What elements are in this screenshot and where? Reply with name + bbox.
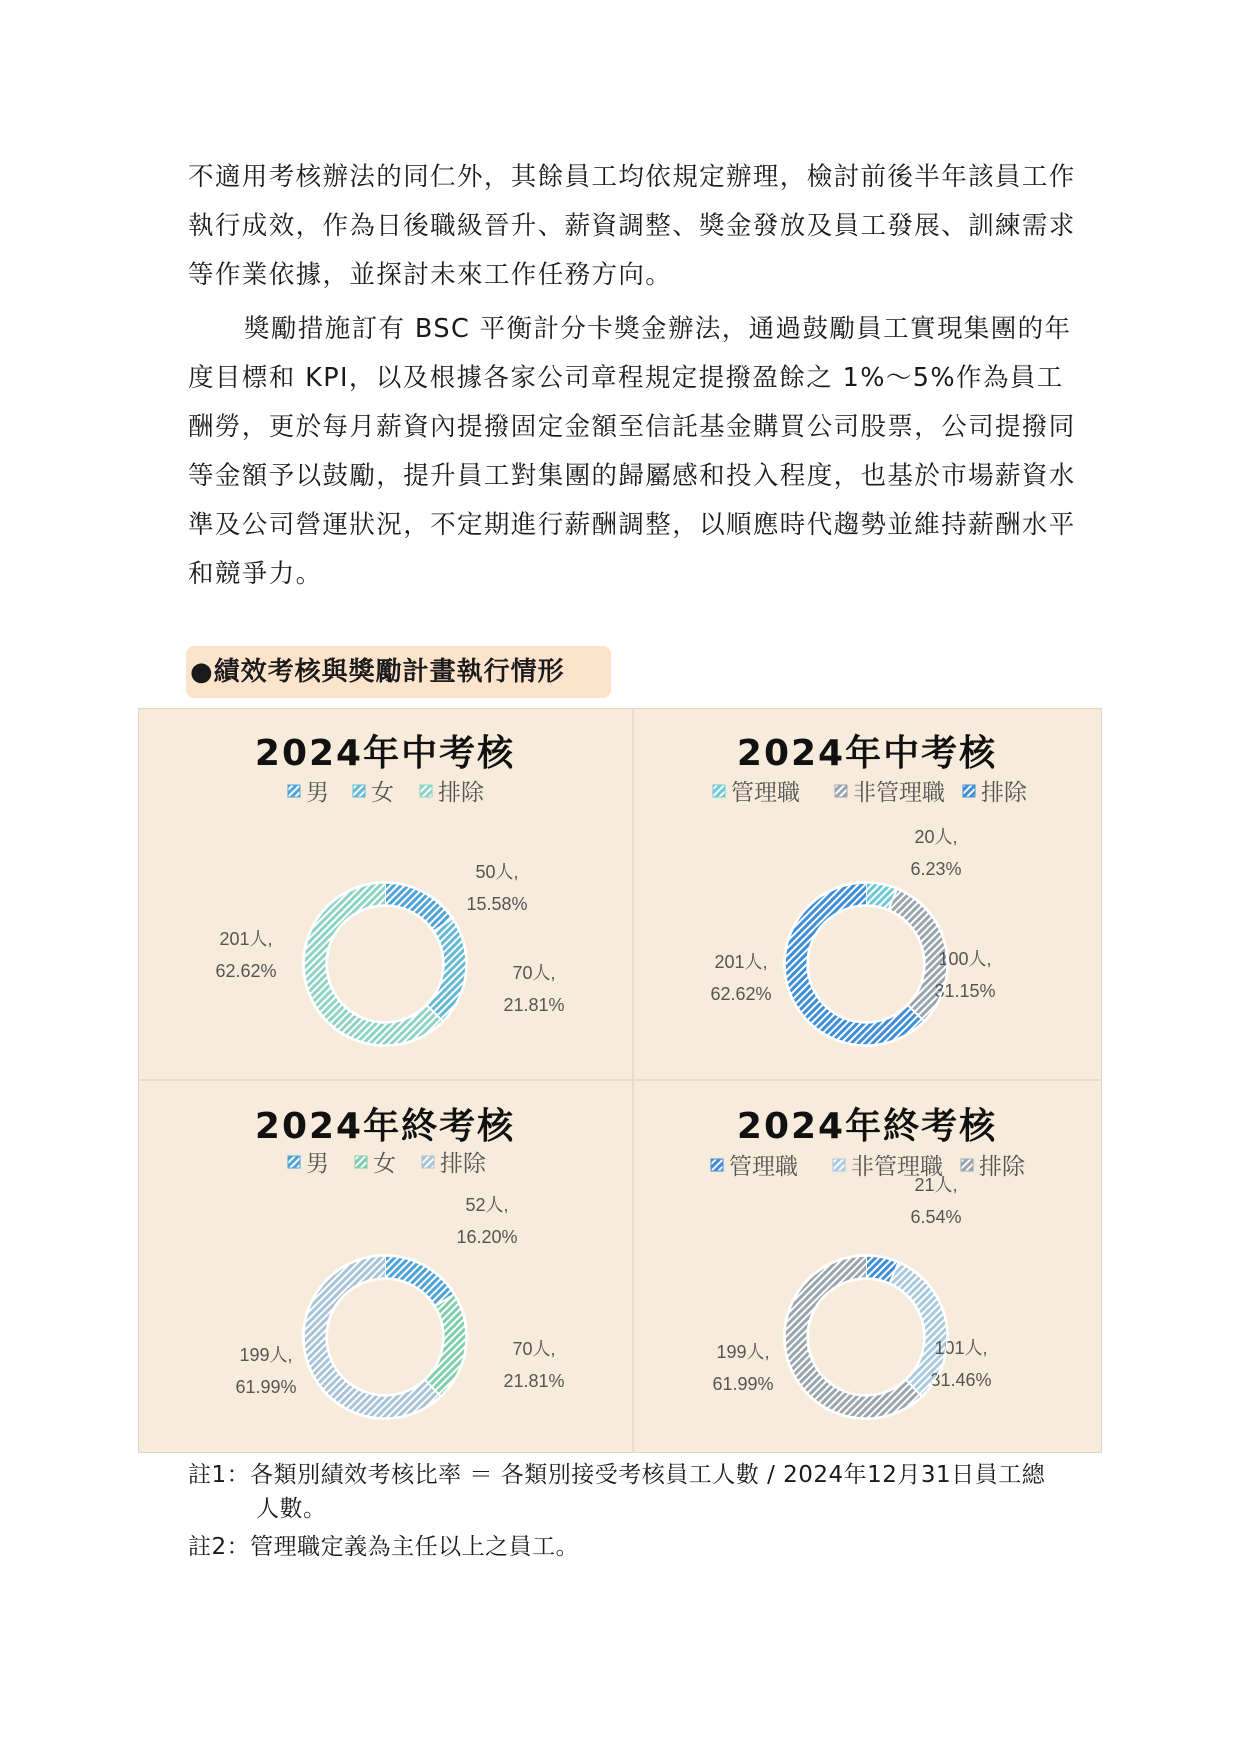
data-label-count: 21人, — [914, 1175, 958, 1195]
legend-swatch — [288, 785, 300, 797]
data-label-count: 52人, — [465, 1195, 509, 1215]
legend-swatch — [835, 785, 847, 797]
legend-label: 排除 — [981, 780, 1027, 806]
data-label-count: 101人, — [934, 1338, 988, 1358]
data-label-percent: 16.20% — [456, 1227, 518, 1247]
legend-label: 男 — [306, 1151, 329, 1177]
chart-title: 2024年終考核 — [736, 1106, 998, 1147]
section-title: ●績效考核與獎勵計畫執行情形 — [186, 646, 611, 698]
data-label-count: 20人, — [914, 827, 958, 847]
legend-label: 管理職 — [729, 1154, 798, 1180]
chart-svg — [633, 1081, 1101, 1453]
chart-title: 2024年終考核 — [254, 1106, 516, 1147]
data-label-count: 50人, — [475, 862, 519, 882]
legend-swatch — [711, 1159, 723, 1171]
data-label-percent: 61.99% — [712, 1374, 774, 1394]
chart-midyear-gender — [138, 708, 632, 1079]
legend-label: 排除 — [440, 1151, 486, 1177]
legend-label: 非管理職 — [851, 1154, 943, 1180]
legend-label: 非管理職 — [853, 780, 945, 806]
legend-swatch — [961, 1159, 973, 1171]
data-label-count: 201人, — [219, 929, 273, 949]
legend-swatch — [353, 785, 365, 797]
data-label-percent: 6.23% — [910, 859, 962, 879]
legend-swatch — [288, 1156, 300, 1168]
data-label-count: 199人, — [716, 1342, 770, 1362]
note-1-line-1: 註1：各類別績效考核比率 ＝ 各類別接受考核員工人數 / 2024年12月31日員工總 — [188, 1462, 1046, 1488]
chart-svg — [138, 708, 632, 1079]
legend-label: 男 — [306, 780, 329, 806]
data-label-percent: 31.15% — [934, 981, 996, 1001]
data-label-percent: 15.58% — [466, 894, 528, 914]
data-label-percent: 31.46% — [930, 1370, 992, 1390]
data-label-percent: 62.62% — [710, 984, 772, 1004]
data-label-percent: 21.81% — [503, 1371, 565, 1391]
note-2: 註2：管理職定義為主任以上之員工。 — [188, 1534, 580, 1560]
note-1 — [188, 1458, 1088, 1526]
data-label-count: 70人, — [512, 1339, 556, 1359]
data-label-count: 100人, — [938, 949, 992, 969]
legend-swatch — [713, 785, 725, 797]
paragraph-2: 獎勵措施訂有 BSC 平衡計分卡獎金辦法，通過鼓勵員工實現集團的年度目標和 KPI，以及根據各家公司章程規定提撥盈餘之 1%～5%作為員工酬勞，更於每月薪資內提撥固定金額至信託基金購買公司股票，公司提撥同等金額予以鼓勵，提升員工對集團的歸屬感和投入程度，也基於市場薪資水準及公司營運狀況，不定期進行薪酬調整，以順應時代趨勢並維持薪酬水平和競爭力。 — [188, 314, 1076, 589]
data-label-count: 199人, — [239, 1345, 293, 1365]
legend-label: 女 — [373, 1151, 396, 1177]
note-1-line-2: 人數。 — [256, 1496, 327, 1522]
chart-svg — [633, 708, 1101, 1079]
legend-swatch — [355, 1156, 367, 1168]
data-label-percent: 62.62% — [215, 961, 277, 981]
legend-swatch — [420, 785, 432, 797]
legend-label: 管理職 — [731, 780, 800, 806]
chart-title: 2024年中考核 — [736, 733, 998, 774]
legend-label: 女 — [371, 780, 394, 806]
legend-swatch — [422, 1156, 434, 1168]
data-label-percent: 61.99% — [235, 1377, 297, 1397]
chart-yearend-role — [633, 1081, 1101, 1453]
data-label-percent: 21.81% — [503, 995, 565, 1015]
paragraph-1: 不適用考核辦法的同仁外，其餘員工均依規定辦理，檢討前後半年該員工作執行成效，作為日後職級晉升、薪資調整、獎金發放及員工發展、訓練需求等作業依據，並探討未來工作任務方向。 — [188, 162, 1076, 290]
legend-swatch — [833, 1159, 845, 1171]
data-label-count: 70人, — [512, 963, 556, 983]
data-label-percent: 6.54% — [910, 1207, 962, 1227]
legend-label: 排除 — [438, 780, 484, 806]
data-label-count: 201人, — [714, 952, 768, 972]
legend-label: 排除 — [979, 1154, 1025, 1180]
chart-svg — [138, 1081, 632, 1453]
chart-title: 2024年中考核 — [254, 733, 516, 774]
legend-swatch — [963, 785, 975, 797]
chart-midyear-role — [633, 708, 1101, 1079]
chart-yearend-gender — [138, 1081, 632, 1453]
